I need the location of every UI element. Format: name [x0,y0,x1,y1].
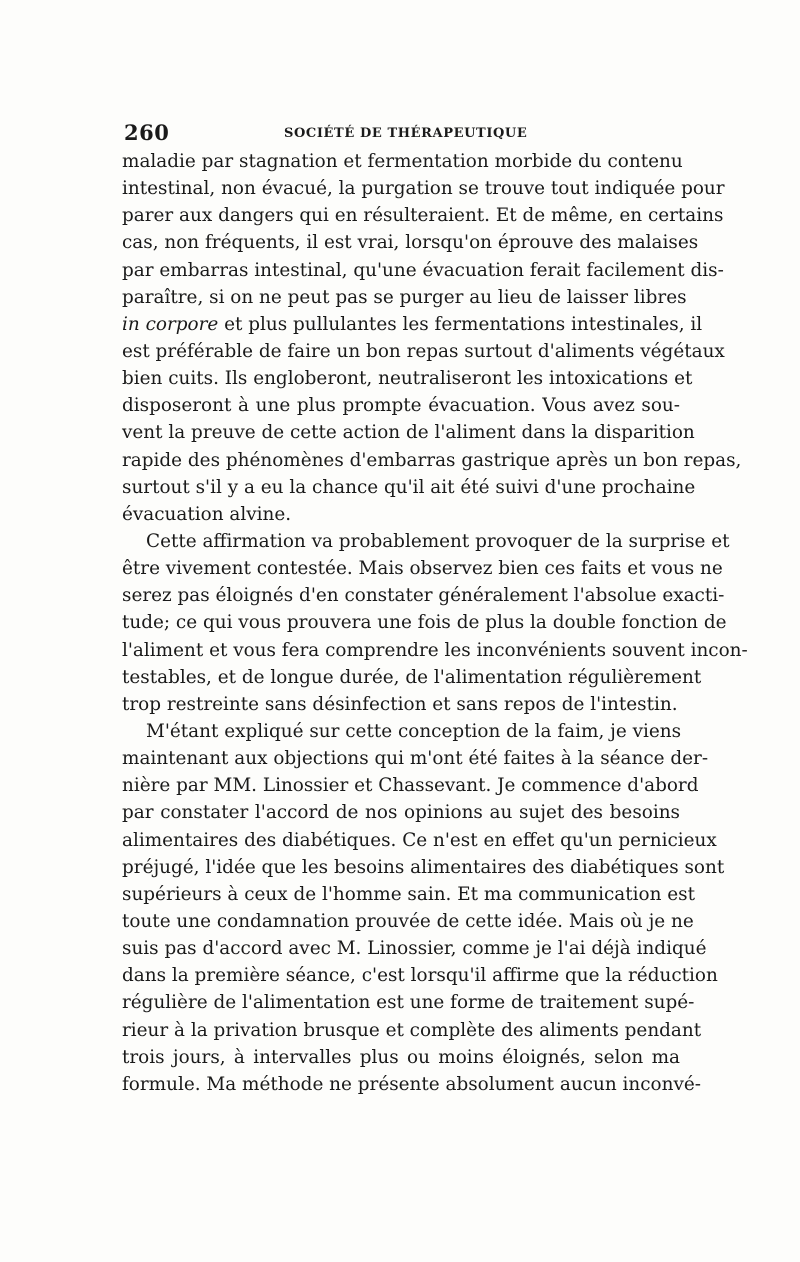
body-text [122,148,748,1098]
text-line: serez pas éloignés d'en constater généralement l'absolue exacti- [122,585,725,607]
text-line: nière par MM. Linossier et Chassevant. Je commence d'abord [122,775,699,797]
text-line: M'étant expliqué sur cette conception de la faim, je viens [146,720,682,742]
text-line: parer aux dangers qui en résulteraient. Et de même, en certains [122,205,724,227]
text-line: l'aliment et vous fera comprendre les inconvénients souvent incon- [122,639,748,661]
text-line: disposeront à une plus prompte évacuation. Vous avez sou- [122,395,680,417]
text-line: préjugé, l'idée que les besoins alimentaires des diabétiques sont [122,856,725,878]
text-line: trois jours, à intervalles plus ou moins éloignés, selon ma [122,1046,680,1068]
text-line: être vivement contestée. Mais observez bien ces faits et vous ne [122,558,723,580]
text-line: rapide des phénomènes d'embarras gastrique après un bon repas, [122,449,742,471]
text-line: Cette affirmation va probablement provoquer de la surprise et [146,530,730,552]
text-line: formule. Ma méthode ne présente absolument aucun inconvé- [122,1073,701,1095]
text-line: alimentaires des diabétiques. Ce n'est en effet qu'un pernicieux [122,829,717,851]
running-title: SOCIÉTÉ DE THÉRAPEUTIQUE [284,126,528,141]
italic-phrase: in corpore [122,313,219,335]
text-line: suis pas d'accord avec M. Linossier, comme je l'ai déjà indiqué [122,938,707,960]
text-line: est préférable de faire un bon repas surtout d'aliments végétaux [122,340,725,362]
text-line: par embarras intestinal, qu'une évacuation ferait facilement dis- [122,259,724,281]
text-line: rieur à la privation brusque et complète des aliments pendant [122,1019,702,1041]
text-line: bien cuits. Ils engloberont, neutraliseront les intoxications et [122,368,693,390]
text-line-post: et plus pullulantes les fermentations intestinales, il [218,313,703,335]
text-line: vent la preuve de cette action de l'aliment dans la disparition [122,422,695,444]
text-line: surtout s'il y a eu la chance qu'il ait été suivi d'une prochaine [122,476,696,498]
text-line: évacuation alvine. [122,503,292,525]
text-line: cas, non fréquents, il est vrai, lorsqu'on éprouve des malaises [122,232,699,254]
text-line: maladie par stagnation et fermentation morbide du contenu [122,151,683,172]
text-line [122,311,703,338]
page-number: 260 [124,120,170,145]
text-line: intestinal, non évacué, la purgation se trouve tout indiquée pour [122,178,725,200]
text-line: dans la première séance, c'est lorsqu'il affirme que la réduction [122,965,718,987]
text-line: régulière de l'alimentation est une forme de traitement supé- [122,992,695,1014]
text-line: maintenant aux objections qui m'ont été faites à la séance der- [122,748,709,770]
text-line: toute une condamnation prouvée de cette idée. Mais où je ne [122,910,694,932]
text-line: trop restreinte sans désinfection et sans repos de l'intestin. [122,693,678,715]
text-line: testables, et de longue durée, de l'alimentation régulièrement [122,666,702,688]
text-line: par constater l'accord de nos opinions au sujet des besoins [122,802,680,824]
page-header [124,120,679,148]
text-line: tude; ce qui vous prouvera une fois de plus la double fonction de [122,612,727,634]
text-line: supérieurs à ceux de l'homme sain. Et ma communication est [122,883,695,905]
text-line: paraître, si on ne peut pas se purger au lieu de laisser libres [122,286,687,308]
